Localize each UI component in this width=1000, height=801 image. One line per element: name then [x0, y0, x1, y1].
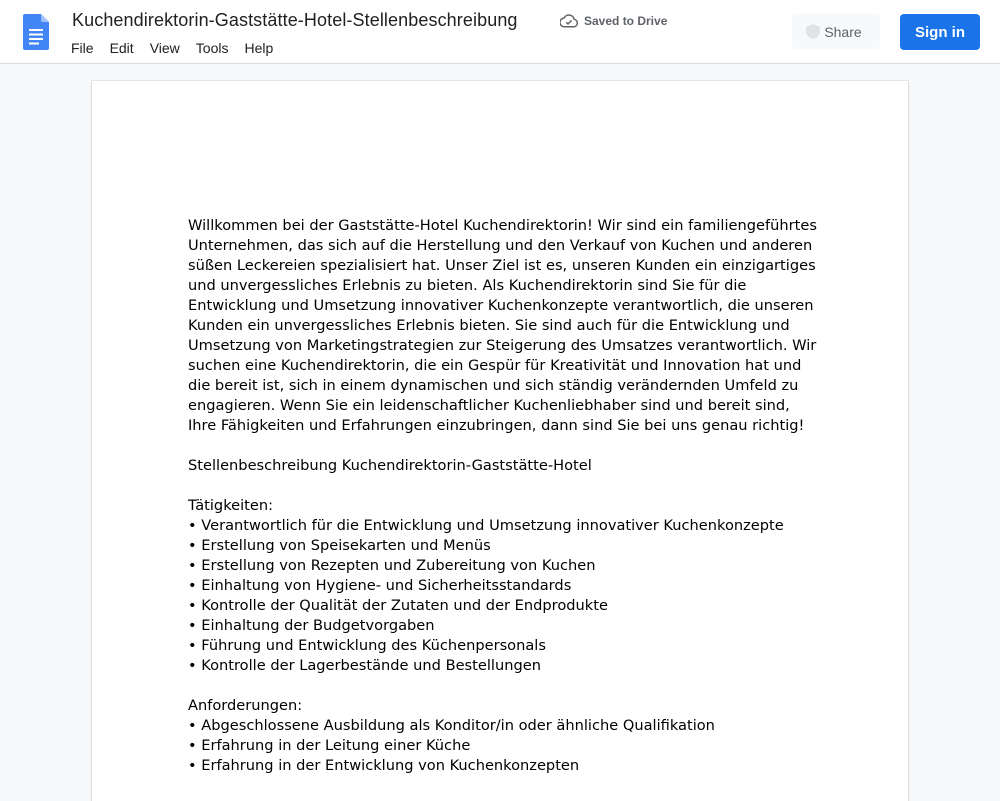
document-title[interactable]: Kuchendirektorin-Gaststätte-Hotel-Stellenbeschreibung	[72, 10, 518, 30]
saved-status-label: Saved to Drive	[584, 14, 668, 28]
shield-icon	[806, 24, 820, 39]
tasks-title: Tätigkeiten:	[188, 497, 274, 514]
menu-edit[interactable]: Edit	[109, 40, 134, 56]
menu-tools[interactable]: Tools	[195, 40, 229, 56]
requirements-list	[188, 716, 818, 776]
intro-paragraph: Willkommen bei der Gaststätte-Hotel Kuchendirektorin! Wir sind ein familiengeführtes Unternehmen, das sich auf die Herstellung und den Verkauf von Kuchen und anderen süßen Leckereien spezialisiert hat. Unser Ziel ist es, unseren Kunden ein einzigartiges und unvergessliches Erlebnis zu bieten. Als Kuchendirektorin sind Sie für die Entwicklung und Umsetzung innovativer Kuchenkonzepte verantwortlich, die unseren Kunden ein unvergessliches Erlebnis bieten. Sie sind auch für die Entwicklung und Umsetzung von Marketingstrategien zur Steigerung des Umsatzes verantwortlich. Wir suchen eine Kuchendirektorin, die ein Gespür für Kreativität und Innovation hat und die bereit ist, sich in einem dynamischen und sich ständig verändernden Umfeld zu engagieren. Wenn Sie ein leidenschaftlicher Kuchenliebhaber sind und bereit sind, Ihre Fähigkeiten und Erfahrungen einzubringen, dann sind Sie bei uns genau richtig!	[188, 217, 817, 434]
requirements-title: Anforderungen:	[188, 697, 303, 714]
menu-file[interactable]: File	[71, 40, 94, 56]
sign-in-button[interactable]: Sign in	[900, 14, 980, 50]
list-item: • Einhaltung der Budgetvorgaben	[188, 617, 435, 634]
list-item: • Erstellung von Speisekarten und Menüs	[188, 537, 491, 554]
list-item: • Erstellung von Rezepten und Zubereitung von Kuchen	[188, 557, 596, 574]
app-header	[0, 0, 1000, 64]
list-item: • Verantwortlich für die Entwicklung und Umsetzung innovativer Kuchenkonzepte	[188, 517, 784, 534]
list-item: • Kontrolle der Lagerbestände und Bestellungen	[188, 657, 541, 674]
saved-status[interactable]	[560, 14, 667, 28]
tasks-list	[188, 516, 818, 676]
list-item: • Abgeschlossene Ausbildung als Konditor/in oder ähnliche Qualifikation	[188, 717, 715, 734]
document-page[interactable]	[92, 81, 908, 801]
list-item: • Erfahrung in der Entwicklung von Kuchenkonzepten	[188, 757, 580, 774]
list-item: • Kontrolle der Qualität der Zutaten und der Endprodukte	[188, 597, 608, 614]
list-item: • Einhaltung von Hygiene- und Sicherheitsstandards	[188, 577, 572, 594]
document-body[interactable]	[188, 216, 818, 776]
list-item: • Erfahrung in der Leitung einer Küche	[188, 737, 471, 754]
menu-view[interactable]: View	[149, 40, 180, 56]
share-button-label: Share	[824, 23, 862, 40]
menu-help[interactable]: Help	[244, 40, 274, 56]
cloud-done-icon	[560, 14, 578, 28]
list-item: • Führung und Entwicklung des Küchenpersonals	[188, 637, 546, 654]
menu-bar	[71, 40, 289, 56]
share-button[interactable]	[792, 14, 880, 49]
google-docs-icon[interactable]	[23, 14, 49, 50]
document-heading: Stellenbeschreibung Kuchendirektorin-Gaststätte-Hotel	[188, 457, 592, 474]
